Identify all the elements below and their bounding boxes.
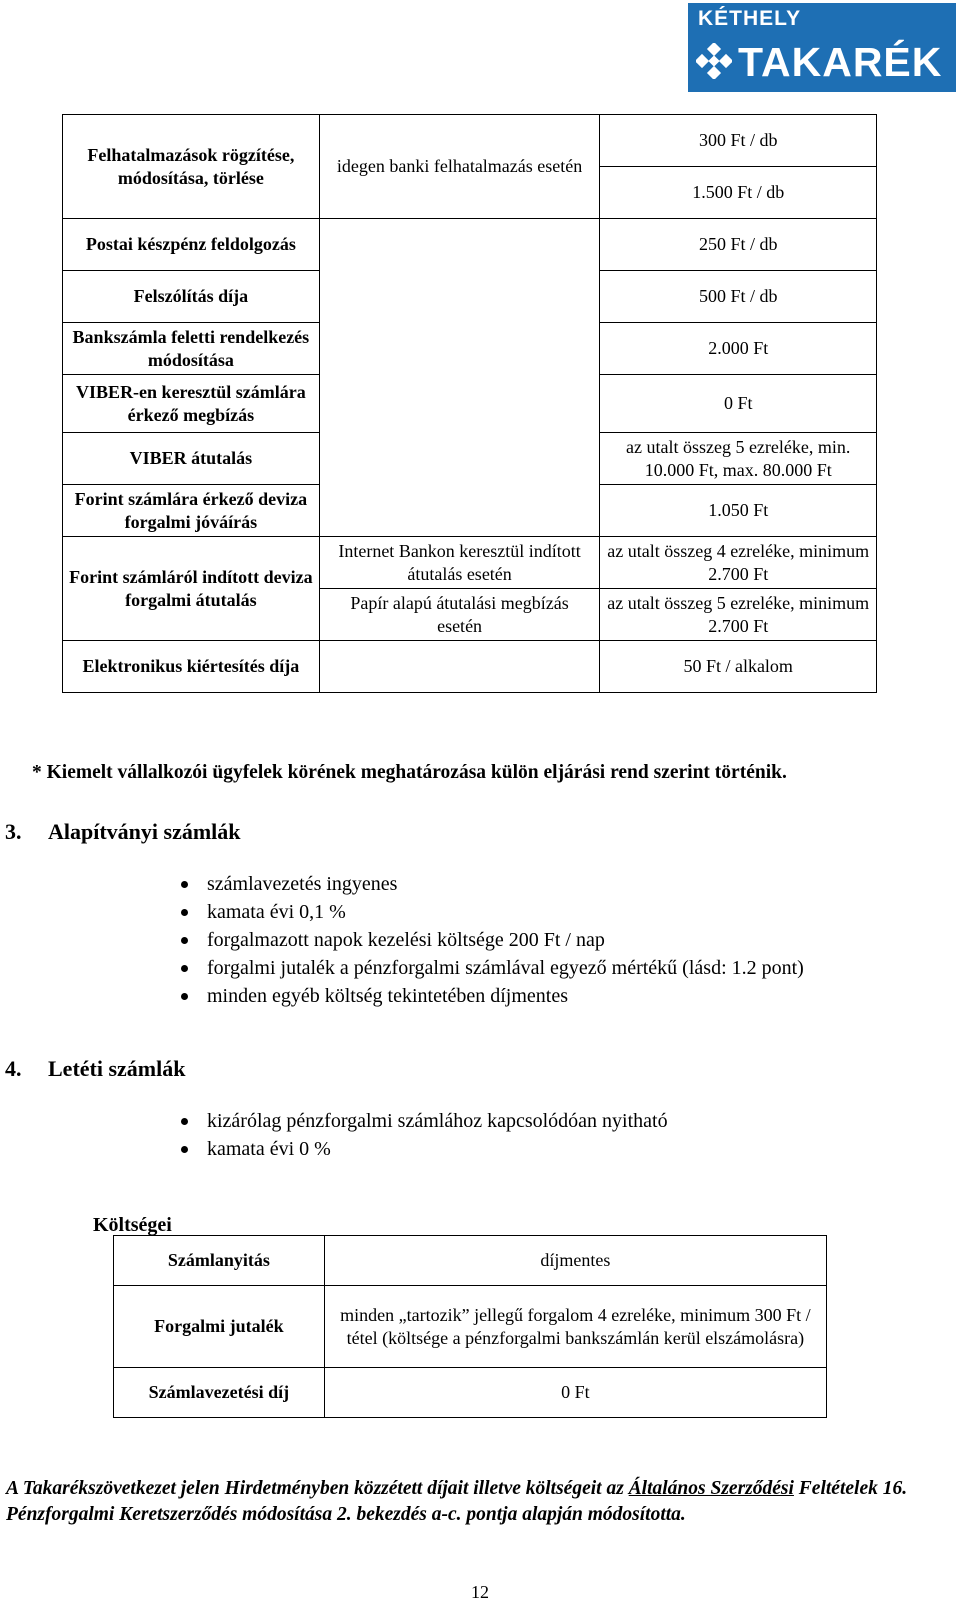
table-row — [63, 115, 877, 167]
row-label: Forint számláról indított deviza forgalmi átutalás — [63, 537, 320, 641]
logo-diamond-icon — [696, 43, 732, 79]
section-4-bullet-list — [178, 1107, 668, 1163]
table-row — [63, 641, 877, 693]
table-row — [63, 537, 877, 589]
row-price: az utalt összeg 4 ezreléke, minimum 2.700 Ft — [600, 537, 877, 589]
cost-value: 0 Ft — [324, 1368, 826, 1418]
row-label: Forint számlára érkező deviza forgalmi jóváírás — [63, 485, 320, 537]
logo-text-takarek: TAKARÉK — [738, 39, 943, 85]
list-item: minden egyéb költség tekintetében díjmentes — [178, 982, 804, 1010]
row-label: Felszólítás díja — [63, 271, 320, 323]
list-item: forgalmazott napok kezelési költsége 200 Ft / nap — [178, 926, 804, 954]
row-price: az utalt összeg 5 ezreléke, min. 10.000 Ft, max. 80.000 Ft — [600, 433, 877, 485]
row-price: 250 Ft / db — [600, 219, 877, 271]
row-price: 50 Ft / alkalom — [600, 641, 877, 693]
list-item: számlavezetés ingyenes — [178, 870, 804, 898]
list-item: kizárólag pénzforgalmi számlához kapcsolódóan nyitható — [178, 1107, 668, 1135]
row-condition-empty — [319, 219, 600, 537]
footer-statement — [6, 1476, 956, 1528]
table-row — [114, 1368, 827, 1418]
list-item: kamata évi 0,1 % — [178, 898, 804, 926]
costs-label: Költségei — [93, 1214, 172, 1236]
section-3-title: Alapítványi számlák — [48, 819, 241, 844]
row-label: Bankszámla feletti rendelkezés módosítása — [63, 323, 320, 375]
row-price: 300 Ft / db — [600, 115, 877, 167]
row-price: 1.500 Ft / db — [600, 167, 877, 219]
row-price: 2.000 Ft — [600, 323, 877, 375]
footer-text-part2: Feltételek 16. Pénzforgalmi Keretszerződés módosítása 2. bekezdés a-c. pontja alapján módosította. — [6, 1478, 908, 1525]
cost-table — [113, 1235, 827, 1418]
cost-label: Számlavezetési díj — [114, 1368, 325, 1418]
takarek-logo — [688, 3, 956, 92]
row-condition-empty — [319, 641, 600, 693]
list-item: forgalmi jutalék a pénzforgalmi számlával egyező mértékű (lásd: 1.2 pont) — [178, 954, 804, 982]
row-label: Postai készpénz feldolgozás — [63, 219, 320, 271]
row-price: 500 Ft / db — [600, 271, 877, 323]
table-row — [114, 1286, 827, 1368]
list-item: kamata évi 0 % — [178, 1135, 668, 1163]
row-condition: Papír alapú átutalási megbízás esetén — [319, 589, 600, 641]
fee-table — [62, 114, 877, 693]
cost-label: Forgalmi jutalék — [114, 1286, 325, 1368]
row-price: az utalt összeg 5 ezreléke, minimum 2.700 Ft — [600, 589, 877, 641]
footer-text-underlined: Általános Szerződési — [628, 1478, 794, 1499]
logo-text-kethely: KÉTHELY — [698, 7, 802, 30]
section-3-number: 3. — [5, 819, 22, 844]
row-label: VIBER átutalás — [63, 433, 320, 485]
cost-label: Számlanyitás — [114, 1236, 325, 1286]
table-row — [63, 219, 877, 271]
page-number: 12 — [471, 1582, 489, 1602]
row-price: 0 Ft — [600, 375, 877, 433]
row-label: Felhatalmazások rögzítése, módosítása, törlése — [63, 115, 320, 219]
cost-value: minden „tartozik” jellegű forgalom 4 ezreléke, minimum 300 Ft / tétel (költsége a pénzforgalmi bankszámlán kerül elszámolásra) — [324, 1286, 826, 1368]
row-label: Elektronikus kiértesítés díja — [63, 641, 320, 693]
section-4-title: Letéti számlák — [48, 1056, 186, 1081]
section-3-bullet-list — [178, 870, 804, 1010]
footnote: * Kiemelt vállalkozói ügyfelek körének meghatározása külön eljárási rend szerint történik. — [32, 762, 787, 783]
table-row — [114, 1236, 827, 1286]
footer-text-part1: A Takarékszövetkezet jelen Hirdetményben közzétett díjait illetve költségeit az — [6, 1478, 629, 1499]
row-condition: idegen banki felhatalmazás esetén — [319, 115, 600, 219]
row-condition: Internet Bankon keresztül indított átutalás esetén — [319, 537, 600, 589]
section-4-number: 4. — [5, 1056, 22, 1081]
cost-value: díjmentes — [324, 1236, 826, 1286]
row-label: VIBER-en keresztül számlára érkező megbízás — [63, 375, 320, 433]
row-price: 1.050 Ft — [600, 485, 877, 537]
